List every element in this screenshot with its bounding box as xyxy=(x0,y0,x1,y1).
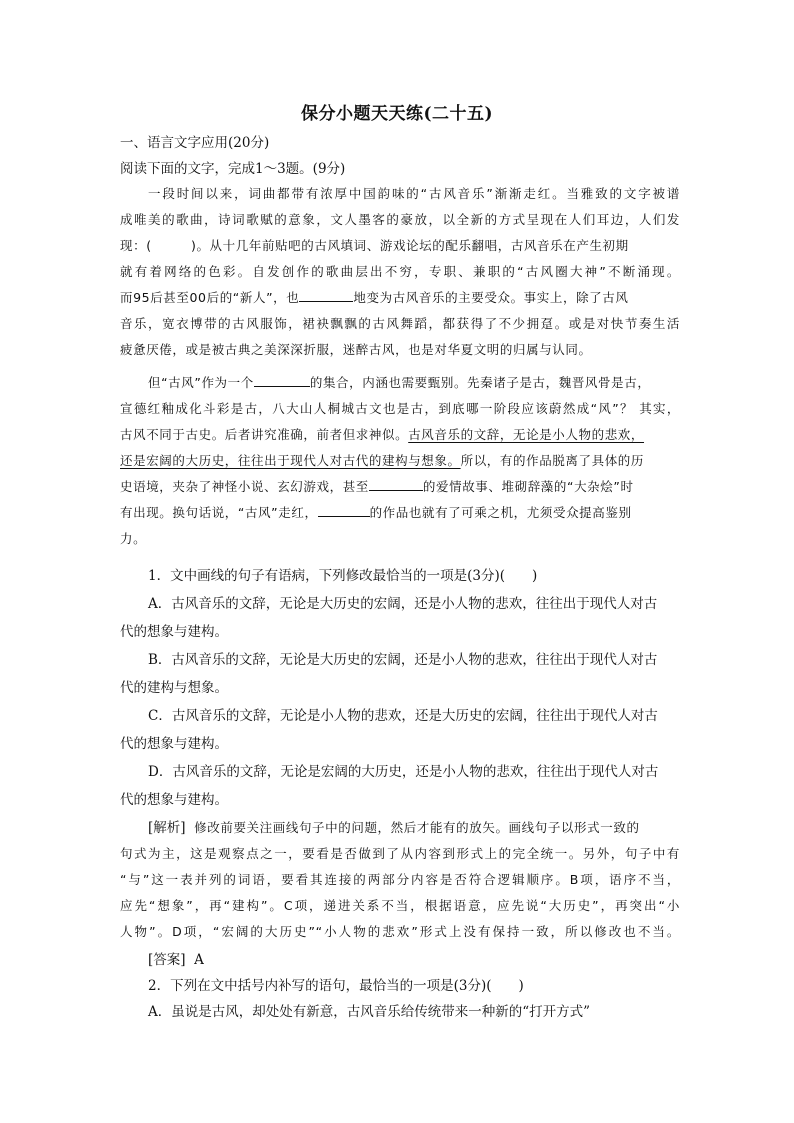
passage-text: 的爱情故事、堆砌辞藻的“大杂烩”时 xyxy=(422,479,634,494)
analysis-text: 修改前要关注画线句子中的问题，然后才能有的放矢。画线句子以形式一致的 xyxy=(194,820,640,835)
analysis-line: “与”这一表并列的词语，要看其连接的两部分内容是否符合逻辑顺序。B项，语序不当， xyxy=(120,872,680,887)
passage-line: 力。 xyxy=(120,531,147,546)
q1-option-d-cont: 代的想象与建构。 xyxy=(120,792,228,808)
question-1-stem: 1．文中画线的句子有语病，下列修改最恰当的一项是(3分)( ) xyxy=(148,568,538,584)
passage-line xyxy=(120,426,680,444)
underlined-sentence: 还是宏阔的大历史，往往出于现代人对古代的建构与想象。 xyxy=(120,453,461,468)
section-heading: 一、语言文字应用(20分) xyxy=(120,135,270,151)
answer-line xyxy=(148,951,680,969)
passage-text: 的作品也就有了可乘之机，尤须受众提高鉴别 xyxy=(369,505,632,520)
passage-line: 现：( )。从十几年前贴吧的古风填词、游戏论坛的配乐翻唱，古风音乐在产生初期 xyxy=(120,238,629,253)
q1-option-a: A．古风音乐的文辞，无论是大历史的宏阔，还是小人物的悲欢，往往出于现代人对古 xyxy=(148,596,658,612)
passage-line xyxy=(120,478,680,496)
reading-instruction: 阅读下面的文字，完成1～3题。(9分) xyxy=(120,161,346,177)
passage-text: 有出现。换句话说，“古风”走红， xyxy=(120,505,318,520)
q1-option-c: C．古风音乐的文辞，无论是小人物的悲欢，还是大历史的宏阔，往往出于现代人对古 xyxy=(148,708,658,724)
passage-text: 史语境，夹杂了神怪小说、玄幻游戏，甚至 xyxy=(120,479,369,494)
analysis-line: 句式为主，这是观察点之一，要看是否做到了从内容到形式上的完全统一。另外，句子中有 xyxy=(120,846,680,861)
passage-line: 就有着网络的色彩。自发创作的歌曲层出不穷，专职、兼职的“古风圈大神”不断涌现。 xyxy=(120,264,680,279)
passage-text: 而95后甚至00后的“新人”，也 xyxy=(120,290,300,305)
passage-text: 的集合，内涵也需要甄别。先秦诸子是古，魏晋风骨是古， xyxy=(309,375,651,390)
passage-line xyxy=(120,289,680,307)
passage-text: 但“古风”作为一个 xyxy=(148,375,254,390)
fill-blank xyxy=(369,478,423,491)
analysis-tag: [解析] xyxy=(148,820,186,836)
passage-line: 一段时间以来，词曲都带有浓厚中国韵味的“古风音乐”渐渐走红。当雅致的文字被谱 xyxy=(148,186,680,201)
analysis-line: 人物”。D项，“宏阔的大历史”“小人物的悲欢”形式上没有保持一致，所以修改也不当。 xyxy=(120,924,680,939)
passage-line xyxy=(120,504,680,522)
passage-line xyxy=(148,374,680,392)
underlined-sentence: 古风音乐的文辞，无论是小人物的悲欢， xyxy=(408,427,645,442)
passage-line: 成唯美的歌曲，诗词歌赋的意象，文人墨客的豪放，以全新的方式呈现在人们耳边，人们发 xyxy=(120,212,680,227)
q1-option-d: D．古风音乐的文辞，无论是宏阔的大历史，还是小人物的悲欢，往往出于现代人对古 xyxy=(148,764,659,780)
passage-line: 疲惫厌倦，或是被古典之美深深折服，迷醉古风，也是对华夏文明的归属与认同。 xyxy=(120,342,592,357)
q1-option-b: B．古风音乐的文辞，无论是大历史的宏阔，还是小人物的悲欢，往往出于现代人对古 xyxy=(148,652,658,668)
question-2-stem: 2．下列在文中括号内补写的语句，最恰当的一项是(3分)( ) xyxy=(148,978,524,994)
fill-blank xyxy=(318,504,370,517)
answer-value: A xyxy=(194,952,204,968)
page-title: 保分小题天天练(二十五) xyxy=(300,104,494,124)
q1-option-a-cont: 代的想象与建构。 xyxy=(120,624,228,640)
passage-line: 宣德红釉成化斗彩是古，八大山人桐城古文也是古，到底哪一阶段应该蔚然成“风”？ 其实， xyxy=(120,401,680,416)
passage-line xyxy=(120,452,680,470)
q1-option-b-cont: 代的建构与想象。 xyxy=(120,680,228,696)
passage-line: 音乐，宽衣博带的古风服饰，裙袂飘飘的古风舞蹈，都获得了不少拥趸。或是对快节奏生活 xyxy=(120,316,680,331)
q1-option-c-cont: 代的想象与建构。 xyxy=(120,736,228,752)
fill-blank xyxy=(299,289,353,302)
analysis-line xyxy=(148,819,680,837)
answer-tag: [答案] xyxy=(148,952,186,968)
passage-text: 所以，有的作品脱离了具体的历 xyxy=(460,453,645,468)
passage-text: 古风不同于古史。后者讲究准确，前者但求神似。 xyxy=(120,427,409,442)
q2-option-a: A．虽说是古风，却处处有新意，古风音乐给传统带来一种新的“打开方式” xyxy=(148,1004,591,1020)
fill-blank xyxy=(254,374,310,387)
analysis-line: 应先“想象”，再“建构”。C项，递进关系不当，根据语意，应先说“大历史”，再突出“小 xyxy=(120,898,680,913)
passage-text: 地变为古风音乐的主要受众。事实上，除了古风 xyxy=(353,290,629,305)
